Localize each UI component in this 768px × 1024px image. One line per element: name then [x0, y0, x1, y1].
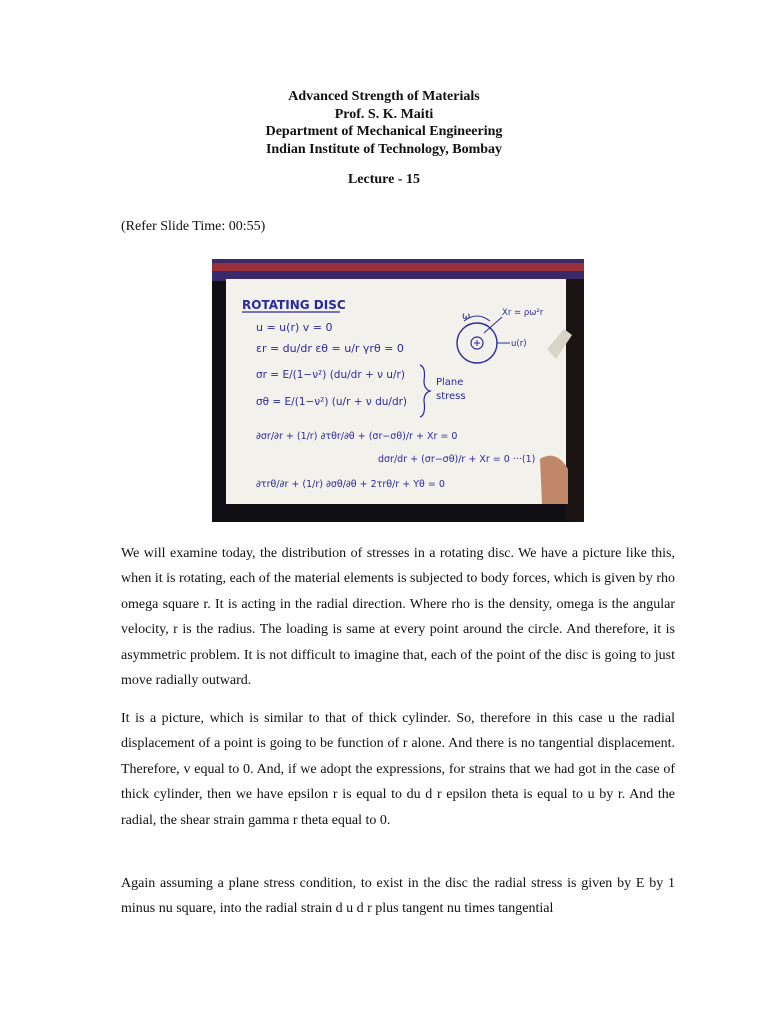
slide-top-red-band: [212, 263, 584, 271]
slide-eq-7: ∂τrθ/∂r + (1/r) ∂σθ/∂θ + 2τrθ/r + Yθ = 0: [256, 479, 445, 490]
brace-label-plane: Plane: [436, 377, 464, 388]
institute-name: Indian Institute of Technology, Bombay: [265, 141, 503, 157]
slide-title: ROTATING DISC: [242, 298, 346, 312]
slide-eq-2: εr = du/dr εθ = u/r γrθ = 0: [256, 342, 404, 355]
slide-eq-6: dσr/dr + (σr−σθ)/r + Xr = 0 ···(1): [378, 454, 536, 465]
body-force-label: Xr = ρω²r: [502, 308, 544, 318]
document-header: [0, 88, 768, 158]
lecture-slide-image: [212, 259, 584, 522]
displacement-label: u(r): [511, 339, 527, 349]
slide-eq-4: σθ = E/(1−ν²) (u/r + ν du/dr): [256, 396, 408, 408]
slide-eq-3: σr = E/(1−ν²) (du/dr + ν u/r): [256, 369, 405, 381]
course-title: Advanced Strength of Materials: [288, 89, 480, 104]
slide-eq-5: ∂σr/∂r + (1/r) ∂τθr/∂θ + (σr−σθ)/r + Xr = 0: [256, 431, 458, 442]
paragraph-3: Again assuming a plane stress condition, to exist in the disc the radial stress is given by E by 1 minus nu square, into the radial strain d u d r plus tangent nu times tangential: [121, 876, 675, 917]
paragraph-1: We will examine today, the distribution of stresses in a rotating disc. We have a picture like this, when it is rotating, each of the material elements is subjected to body forces, which is given by rho omega square r. It is acting in the radial direction. Where rho is the density, omega is the angular velocity, r is the radius. The loading is same at every point around the circle. And therefore, it is asymmetric problem. It is not difficult to imagine that, each of the point of the disc is going to just move radially outward.: [121, 546, 675, 689]
omega-label: ω: [462, 311, 471, 322]
slide-eq-1: u = u(r) v = 0: [256, 321, 333, 334]
department-name: Department of Mechanical Engineering: [265, 124, 503, 139]
brace-label-stress: stress: [436, 391, 466, 402]
refer-slide-time: (Refer Slide Time: 00:55): [121, 219, 266, 234]
slide-right-edge: [566, 279, 584, 522]
professor-name: Prof. S. K. Maiti: [334, 106, 434, 122]
slide-svg: [212, 259, 584, 522]
paragraph-2: It is a picture, which is similar to that of thick cylinder. So, therefore in this case u the radial displacement of a point is going to be function of r alone. And there is no tangential displacement. Therefore, v equal to 0. And, if we adopt the expressions, for strains that we had got in the case of thick cylinder, then we have epsilon r is equal to du d r epsilon theta is equal to u by r. And the radial, the shear strain gamma r theta equal to 0.: [121, 711, 675, 828]
lecture-number: Lecture - 15: [347, 172, 421, 187]
